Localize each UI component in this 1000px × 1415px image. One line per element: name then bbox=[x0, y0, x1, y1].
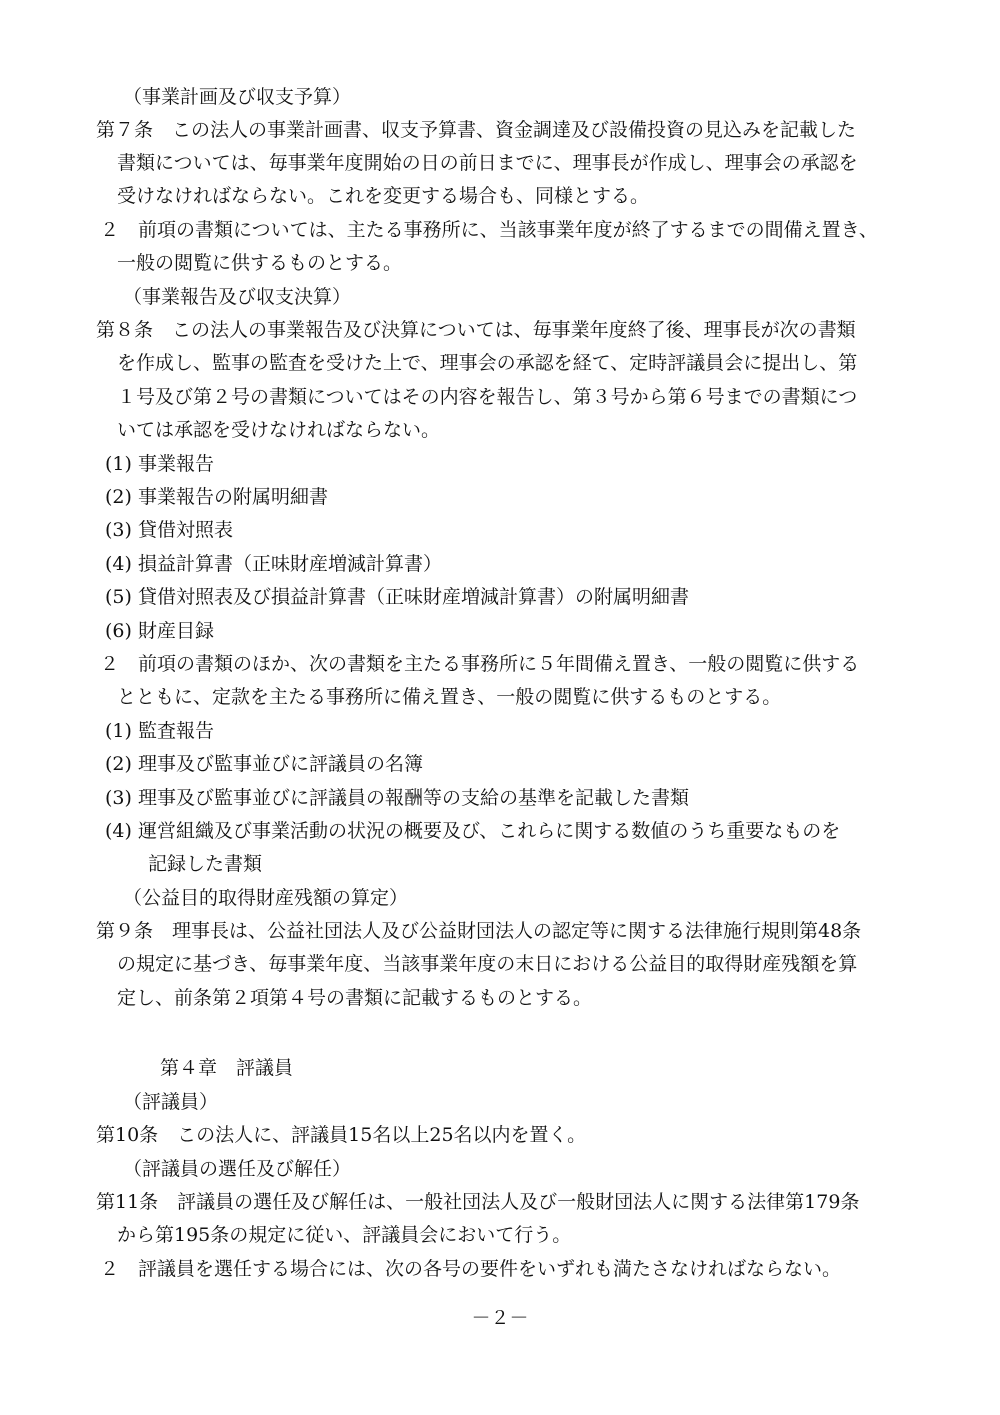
article-heading: （事業報告及び収支決算） bbox=[123, 286, 352, 308]
article-text: 定し、前条第２項第４号の書類に記載するものとする。 bbox=[117, 987, 593, 1009]
list-item: (1) 監査報告 bbox=[105, 720, 214, 742]
article-text: 第10条 この法人に、評議員15名以上25名以内を置く。 bbox=[96, 1124, 587, 1146]
article-heading: （公益目的取得財産残額の算定） bbox=[123, 887, 409, 909]
article-text: 第８条 この法人の事業報告及び決算については、毎事業年度終了後、理事長が次の書類 bbox=[96, 319, 856, 341]
list-item: (4) 損益計算書（正味財産増減計算書） bbox=[105, 553, 442, 575]
article-text: から第195条の規定に従い、評議員会において行う。 bbox=[117, 1224, 572, 1246]
article-text: １号及び第２号の書類についてはその内容を報告し、第３号から第６号までの書類につ bbox=[117, 386, 858, 408]
paragraph-text: とともに、定款を主たる事務所に備え置き、一般の閲覧に供するものとする。 bbox=[117, 686, 782, 708]
list-item: (6) 財産目録 bbox=[105, 620, 214, 642]
list-item: (2) 事業報告の附属明細書 bbox=[105, 486, 328, 508]
paragraph-text: 一般の閲覧に供するものとする。 bbox=[117, 252, 403, 274]
article-text: 第７条 この法人の事業計画書、収支予算書、資金調達及び設備投資の見込みを記載した bbox=[96, 119, 857, 141]
list-item: (2) 理事及び監事並びに評議員の名簿 bbox=[105, 753, 423, 775]
paragraph-text: ２ 前項の書類のほか、次の書類を主たる事務所に５年間備え置き、一般の閲覧に供する bbox=[100, 653, 860, 675]
article-text: を作成し、監事の監査を受けた上で、理事会の承認を経て、定時評議員会に提出し、第 bbox=[117, 352, 858, 374]
list-item: (3) 貸借対照表 bbox=[105, 519, 233, 541]
article-heading: （事業計画及び収支予算） bbox=[123, 86, 352, 108]
list-item: (1) 事業報告 bbox=[105, 453, 214, 475]
article-heading: （評議員の選任及び解任） bbox=[123, 1158, 352, 1180]
article-text: 第11条 評議員の選任及び解任は、一般社団法人及び一般財団法人に関する法律第179条 bbox=[96, 1191, 860, 1213]
paragraph-text: ２ 前項の書類については、主たる事務所に、当該事業年度が終了するまでの間備え置き、 bbox=[100, 219, 878, 241]
article-text: いては承認を受けなければならない。 bbox=[117, 419, 441, 441]
article-text: 受けなければならない。これを変更する場合も、同様とする。 bbox=[117, 185, 650, 207]
list-item: (4) 運営組織及び事業活動の状況の概要及び、これらに関する数値のうち重要なものを bbox=[105, 820, 841, 842]
paragraph-text: ２ 評議員を選任する場合には、次の各号の要件をいずれも満たさなければならない。 bbox=[100, 1258, 842, 1280]
chapter-heading: 第４章 評議員 bbox=[160, 1057, 294, 1079]
article-text: 第９条 理事長は、公益社団法人及び公益財団法人の認定等に関する法律施行規則第48条 bbox=[96, 920, 862, 942]
article-heading: （評議員） bbox=[123, 1091, 219, 1113]
page-number: －２－ bbox=[471, 1307, 529, 1329]
list-item: (5) 貸借対照表及び損益計算書（正味財産増減計算書）の附属明細書 bbox=[105, 586, 689, 608]
list-item: 記録した書類 bbox=[148, 853, 263, 875]
article-text: 書類については、毎事業年度開始の日の前日までに、理事長が作成し、理事会の承認を bbox=[117, 152, 858, 174]
list-item: (3) 理事及び監事並びに評議員の報酬等の支給の基準を記載した書類 bbox=[105, 787, 689, 809]
article-text: の規定に基づき、毎事業年度、当該事業年度の末日における公益目的取得財産残額を算 bbox=[117, 953, 858, 975]
